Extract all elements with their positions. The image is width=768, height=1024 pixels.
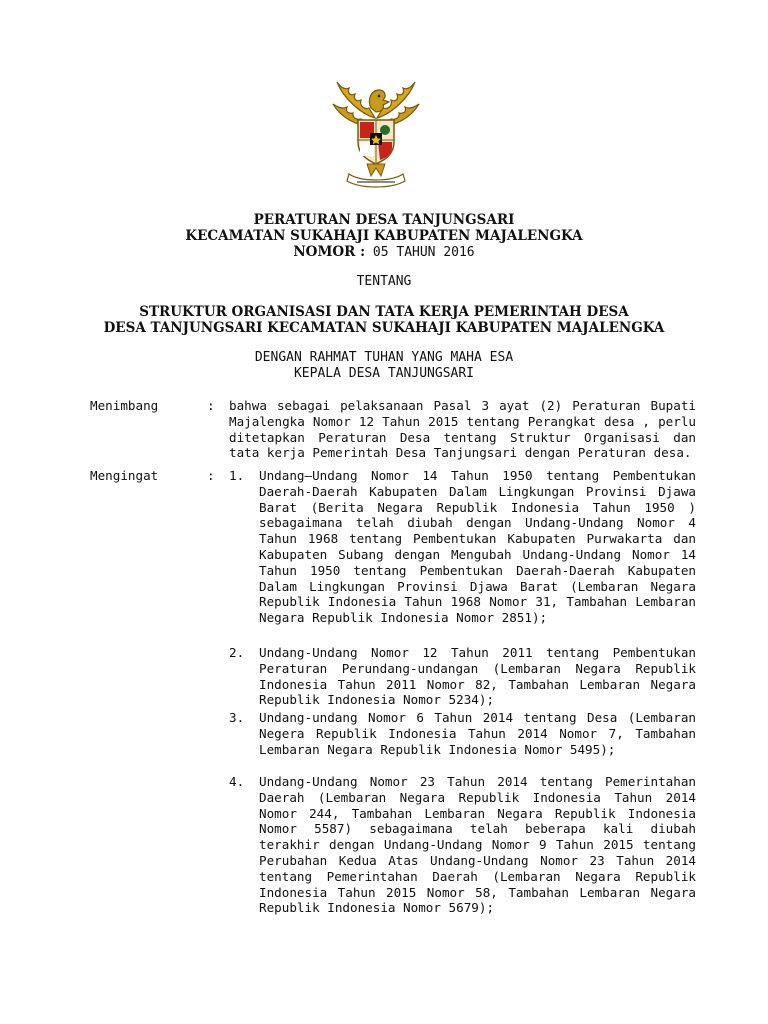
list-item-text: Undang–Undang Nomor 14 Tahun 1950 tentang Pembentukan Daerah-Daerah Kabupaten Dalam Lingkungan Provinsi Djawa Barat (Berita Negara Republik Indonesia Tahun 1950 ) sebagaimana telah diubah dengan Undang-Undang Nomor 4 Tahun 1968 tentang Pembentukan Kabupaten Purwakarta dan Kabupaten Subang dengan Mengubah Undang-Undang Nomor 14 Tahun 1950 tentang Pembentukan Daerah-Daerah Kabupaten Dalam Lingkungan Provinsi Djawa Barat (Lembaran Negara Republik Indonesia Tahun 1968 Nomor 31, Tambahan Lembaran Negara Republik Indonesia Nomor 2851); [259,468,696,626]
list-item-number: 2. [229,645,245,660]
list-item-number: 3. [229,710,245,725]
list-item-text: Undang-Undang Nomor 12 Tahun 2011 tentang Pembentukan Peraturan Perundang-undangan (Lembaran Negara Republik Indonesia Tahun 2011 Nomor 82, Tambahan Lembaran Negara Republik Indonesia Nomor 5234); [259,645,696,708]
tail-feathers [367,164,385,176]
motto-ribbon [347,174,405,187]
list-item-text: Undang-undang Nomor 6 Tahun 2014 tentang Desa (Lembaran Negera Republik Indonesia Tahun 2014 Nomor 7, Tambahan Lembaran Negara Republik Indonesia Nomor 5495); [259,710,696,757]
menimbang-label: Menimbang [90,398,159,413]
list-item [259,710,696,757]
menimbang-text [229,398,696,461]
list-item [259,468,696,626]
shield [358,120,394,164]
mengingat-label: Mengingat [90,468,159,483]
list-item [259,774,696,916]
nomor-value: 05 TAHUN 2016 [372,245,475,260]
tentang-heading: TENTANG [356,274,412,289]
menimbang-paragraph: bahwa sebagai pelaksanaan Pasal 3 ayat (2) Peraturan Bupati Majalengka Nomor 12 Tahun 2015 tentang Perangkat desa , perlu ditetapkan Peraturan Desa tentang Struktur Organisasi dan tata kerja Pemerintah Desa Tanjungsari dengan Peraturan desa. [229,398,696,461]
list-item-text: Undang-Undang Nomor 23 Tahun 2014 tentang Pemerintahan Daerah (Lembaran Negara Republik Indonesia Tahun 2014 Nomor 244, Tambahan Lembaran Negara Republik Indonesia Nomor 5587) sebagaimana telah beberapa kali diubah terakhir dengan Undang-Undang Nomor 9 Tahun 2015 tentang Perubahan Kedua Atas Undang-Undang Nomor 23 Tahun 2014 tentang Pemerintahan Daerah (Lembaran Negara Republik Indonesia Tahun 2015 Nomor 58, Tambahan Lembaran Negara Republik Indonesia Nomor 5679); [259,774,696,916]
list-item-number: 4. [229,774,245,789]
regulation-title: PERATURAN DESA TANJUNGSARI [253,212,515,228]
mengingat-colon: : [207,468,215,483]
subject-line-2: DESA TANJUNGSARI KECAMATAN SUKAHAJI KABUPATEN MAJALENGKA [103,320,665,336]
kepala-desa-line: KEPALA DESA TANJUNGSARI [293,366,474,381]
rahmat-line: DENGAN RAHMAT TUHAN YANG MAHA ESA [254,350,514,365]
regulation-number [0,244,768,261]
list-item-number: 1. [229,468,245,483]
regulation-district: KECAMATAN SUKAHAJI KABUPATEN MAJALENGKA [185,228,583,244]
menimbang-colon: : [207,398,215,413]
nomor-label: NOMOR : [293,244,366,260]
subject-line-1: STRUKTUR ORGANISASI DAN TATA KERJA PEMERINTAH DESA [139,304,629,320]
garuda-emblem [331,78,421,190]
list-item [259,645,696,708]
